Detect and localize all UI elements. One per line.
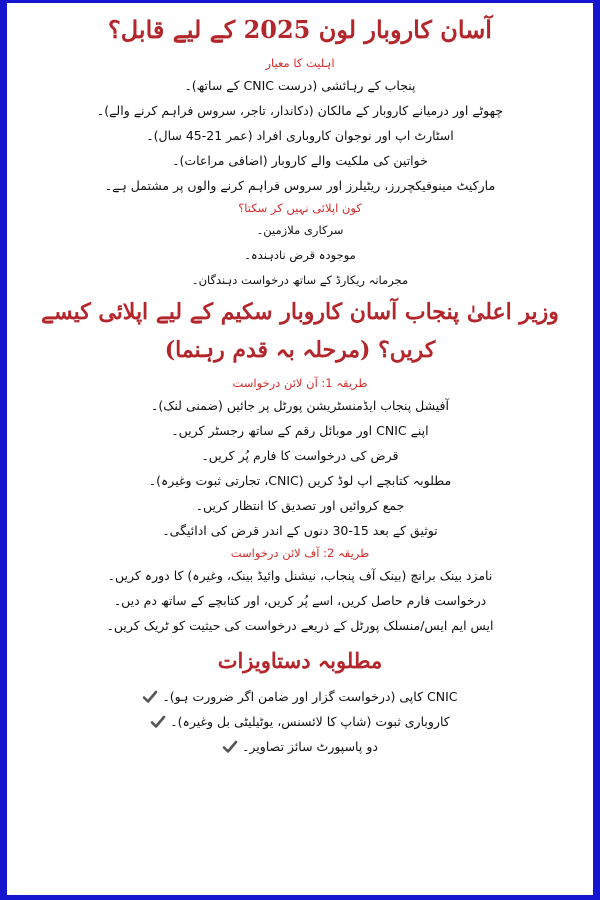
document-item-label: دو پاسپورٹ سائز تصاویر۔ — [242, 739, 378, 754]
page-title: آسان کاروبار لون 2025 کے لیے قابل؟ — [108, 15, 492, 44]
document-item — [17, 734, 583, 759]
offline-method-heading: طریقہ 2: آف لائن درخواست — [230, 546, 370, 560]
checkmark-icon — [222, 739, 238, 755]
online-step: آفیشل پنجاب ایڈمنسٹریشن پورٹل پر جائیں (ضمنی لنک)۔ — [151, 398, 449, 413]
offline-step: نامزد بینک برانچ (بینک آف پنجاب، نیشنل وائیڈ بینک، وغیرہ) کا دورہ کریں۔ — [107, 568, 493, 583]
document-item — [17, 709, 583, 734]
eligibility-item: چھوٹے اور درمیانے کاروبار کے مالکان (دکاندار، تاجر، سروس فراہم کرنے والے)۔ — [96, 103, 504, 118]
ineligible-item: مجرمانہ ریکارڈ کے ساتھ درخواست دہندگان۔ — [191, 273, 409, 287]
ineligible-item: موجودہ قرض نادہندہ۔ — [244, 248, 356, 262]
document-item-label: CNIC کاپی (درخواست گزار اور ضامن اگر ضرورت ہو)۔ — [162, 689, 458, 704]
eligibility-item: خواتین کی ملکیت والے کاروبار (اضافی مراعات)۔ — [172, 153, 428, 168]
online-step: قرض کی درخواست کا فارم پُر کریں۔ — [201, 448, 399, 463]
online-method-heading: طریقہ 1: آن لائن درخواست — [232, 376, 368, 390]
online-step: مطلوبہ کتابچے اپ لوڈ کریں (CNIC، تجارتی ثبوت وغیرہ)۔ — [148, 473, 452, 488]
eligibility-heading: اہلیت کا معیار — [265, 56, 335, 70]
online-step: توثیق کے بعد 15-30 دنوں کے اندر قرض کی ادائیگی۔ — [162, 523, 438, 538]
online-step: جمع کروائیں اور تصدیق کا انتظار کریں۔ — [195, 498, 405, 513]
eligibility-item: مارکیٹ مینوفیکچررز، ریٹیلرز اور سروس فراہم کرنے والوں پر مشتمل ہے۔ — [104, 178, 496, 193]
documents-heading: مطلوبہ دستاویزات — [217, 648, 383, 673]
eligibility-item: اسٹارٹ اپ اور نوجوان کاروباری افراد (عمر 21-45 سال)۔ — [146, 128, 454, 143]
howto-heading: وزیر اعلیٰ پنجاب آسان کاروبار سکیم کے لیے اپلائی کیسے کریں؟ (مرحلہ بہ قدم رہنما) — [41, 299, 559, 363]
ineligible-heading: کون اپلائی نہیں کر سکتا؟ — [238, 201, 362, 215]
checkmark-icon — [150, 714, 166, 730]
ineligible-item: سرکاری ملازمین۔ — [256, 223, 344, 237]
eligibility-item: پنجاب کے رہائشی (درست CNIC کے ساتھ)۔ — [184, 78, 416, 93]
offline-step: درخواست فارم حاصل کریں، اسے پُر کریں، اور کتابچے کے ساتھ دم دیں۔ — [113, 593, 487, 608]
checkmark-icon — [142, 689, 158, 705]
online-step: اپنے CNIC اور موبائل رقم کے ساتھ رجسٹر کریں۔ — [171, 423, 429, 438]
offline-step: ایس ایم ایس/منسلک پورٹل کے ذریعے درخواست کی حیثیت کو ٹریک کریں۔ — [106, 618, 494, 633]
document-item — [17, 684, 583, 709]
article-content — [17, 3, 583, 895]
document-item-label: کاروباری ثبوت (شاپ کا لائسنس، یوٹیلیٹی بل وغیرہ)۔ — [170, 714, 450, 729]
